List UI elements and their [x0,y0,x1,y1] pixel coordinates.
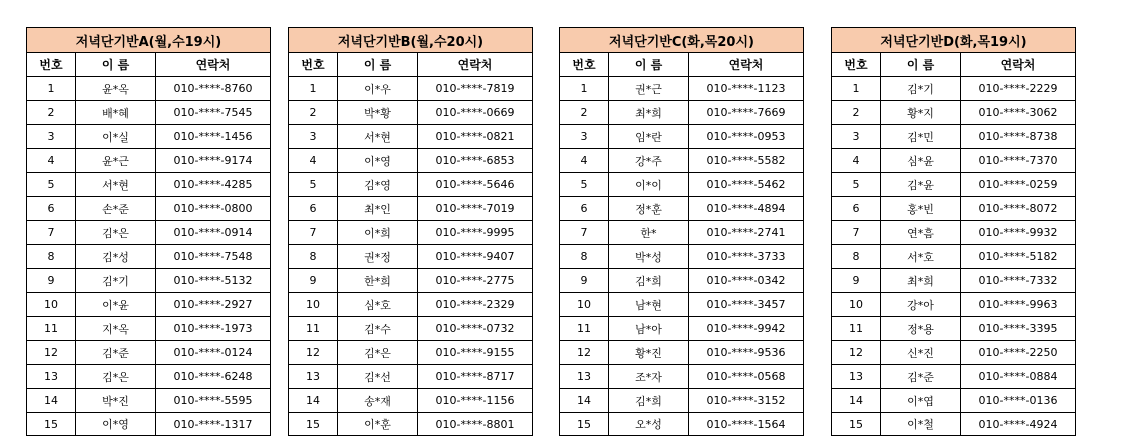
phone-number-cell[interactable]: 010-****-1156 [418,389,533,413]
student-name-cell[interactable]: 박*성 [609,245,689,269]
phone-number-cell[interactable]: 010-****-0124 [156,341,271,365]
table-row [832,269,1076,293]
student-name-cell[interactable]: 배*혜 [76,101,156,125]
column-header-number[interactable]: 번호 [832,53,881,77]
row-number-cell[interactable]: 8 [832,245,881,269]
table-row [560,173,804,197]
column-header-name[interactable]: 이 름 [338,53,418,77]
table-row [560,125,804,149]
student-name-cell[interactable]: 심*윤 [881,149,961,173]
row-number-cell[interactable]: 5 [832,173,881,197]
phone-number-cell[interactable]: 010-****-5182 [961,245,1076,269]
table-row [289,245,533,269]
phone-number-cell[interactable]: 010-****-0669 [418,101,533,125]
row-number-cell[interactable]: 2 [289,101,338,125]
row-number-cell[interactable]: 7 [27,221,76,245]
student-name-cell[interactable]: 윤*옥 [76,77,156,101]
row-number-cell[interactable]: 10 [289,293,338,317]
column-header-phone[interactable]: 연락처 [418,53,533,77]
phone-number-cell[interactable]: 010-****-4285 [156,173,271,197]
table-row [27,101,271,125]
student-name-cell[interactable]: 김*선 [338,365,418,389]
student-name-cell[interactable]: 이*실 [76,125,156,149]
table-row [27,245,271,269]
phone-number-cell[interactable]: 010-****-6853 [418,149,533,173]
row-number-cell[interactable]: 1 [832,77,881,101]
phone-number-cell[interactable]: 010-****-7370 [961,149,1076,173]
roster-table [831,27,1076,436]
student-name-cell[interactable]: 김*수 [338,317,418,341]
row-number-cell[interactable]: 3 [289,125,338,149]
table-row [27,317,271,341]
row-number-cell[interactable]: 9 [560,269,609,293]
table-row [560,293,804,317]
phone-number-cell[interactable]: 010-****-1317 [156,413,271,436]
student-name-cell[interactable]: 서*현 [76,173,156,197]
table-row [27,149,271,173]
phone-number-cell[interactable]: 010-****-8801 [418,413,533,436]
table-row [289,77,533,101]
student-name-cell[interactable]: 이*희 [338,221,418,245]
row-number-cell[interactable]: 6 [832,197,881,221]
student-name-cell[interactable]: 김*성 [76,245,156,269]
row-number-cell[interactable]: 2 [27,101,76,125]
phone-number-cell[interactable]: 010-****-8717 [418,365,533,389]
table-row [832,77,1076,101]
table-row [289,365,533,389]
table-row [289,269,533,293]
row-number-cell[interactable]: 15 [832,413,881,436]
phone-number-cell[interactable]: 010-****-0800 [156,197,271,221]
phone-number-cell[interactable]: 010-****-9995 [418,221,533,245]
row-number-cell[interactable]: 6 [27,197,76,221]
table-row [289,173,533,197]
student-name-cell[interactable]: 남*아 [609,317,689,341]
row-number-cell[interactable]: 14 [832,389,881,413]
table-row [27,221,271,245]
row-number-cell[interactable]: 9 [832,269,881,293]
table-row [832,173,1076,197]
row-number-cell[interactable]: 15 [289,413,338,436]
student-name-cell[interactable]: 김*기 [881,77,961,101]
phone-number-cell[interactable]: 010-****-7545 [156,101,271,125]
table-row [27,389,271,413]
phone-number-cell[interactable]: 010-****-0342 [689,269,804,293]
table-row [27,269,271,293]
row-number-cell[interactable]: 12 [27,341,76,365]
row-number-cell[interactable]: 9 [27,269,76,293]
table-row [27,413,271,436]
roster-table [559,27,804,436]
row-number-cell[interactable]: 7 [560,221,609,245]
student-name-cell[interactable]: 정*용 [881,317,961,341]
table-row [832,317,1076,341]
student-name-cell[interactable]: 김*희 [609,389,689,413]
table-row [289,221,533,245]
student-name-cell[interactable]: 임*란 [609,125,689,149]
table-row [560,317,804,341]
phone-number-cell[interactable]: 010-****-6248 [156,365,271,389]
row-number-cell[interactable]: 6 [289,197,338,221]
student-name-cell[interactable]: 이*엽 [881,389,961,413]
class-title[interactable]: 저녁단기반B(월,수20시) [289,28,533,53]
class-title[interactable]: 저녁단기반C(화,목20시) [560,28,804,53]
row-number-cell[interactable]: 2 [832,101,881,125]
phone-number-cell[interactable]: 010-****-1564 [689,413,804,436]
table-row [27,365,271,389]
row-number-cell[interactable]: 3 [560,125,609,149]
phone-number-cell[interactable]: 010-****-0953 [689,125,804,149]
student-name-cell[interactable]: 한*희 [338,269,418,293]
row-number-cell[interactable]: 1 [27,77,76,101]
phone-number-cell[interactable]: 010-****-0821 [418,125,533,149]
student-name-cell[interactable]: 윤*근 [76,149,156,173]
table-row [832,125,1076,149]
table-row [832,293,1076,317]
row-number-cell[interactable]: 6 [560,197,609,221]
student-name-cell[interactable]: 심*호 [338,293,418,317]
student-name-cell[interactable]: 박*진 [76,389,156,413]
student-name-cell[interactable]: 강*아 [881,293,961,317]
phone-number-cell[interactable]: 010-****-7548 [156,245,271,269]
row-number-cell[interactable]: 7 [832,221,881,245]
column-header-number[interactable]: 번호 [27,53,76,77]
phone-number-cell[interactable]: 010-****-3733 [689,245,804,269]
table-row [560,413,804,436]
table-row [289,317,533,341]
phone-number-cell[interactable]: 010-****-8738 [961,125,1076,149]
student-name-cell[interactable]: 오*성 [609,413,689,436]
student-name-cell[interactable]: 이*영 [338,149,418,173]
phone-number-cell[interactable]: 010-****-2229 [961,77,1076,101]
phone-number-cell[interactable]: 010-****-7819 [418,77,533,101]
column-header-name[interactable]: 이 름 [881,53,961,77]
roster-table [26,27,271,436]
column-header-number[interactable]: 번호 [289,53,338,77]
phone-number-cell[interactable]: 010-****-2741 [689,221,804,245]
phone-number-cell[interactable]: 010-****-8760 [156,77,271,101]
student-name-cell[interactable]: 최*인 [338,197,418,221]
phone-number-cell[interactable]: 010-****-9174 [156,149,271,173]
table-row [289,341,533,365]
row-number-cell[interactable]: 5 [27,173,76,197]
phone-number-cell[interactable]: 010-****-4894 [689,197,804,221]
row-number-cell[interactable]: 10 [27,293,76,317]
row-number-cell[interactable]: 15 [560,413,609,436]
phone-number-cell[interactable]: 010-****-2927 [156,293,271,317]
phone-number-cell[interactable]: 010-****-9963 [961,293,1076,317]
row-number-cell[interactable]: 14 [560,389,609,413]
student-name-cell[interactable]: 김*은 [76,221,156,245]
table-row [832,197,1076,221]
phone-number-cell[interactable]: 010-****-9932 [961,221,1076,245]
row-number-cell[interactable]: 11 [289,317,338,341]
table-row [27,341,271,365]
student-name-cell[interactable]: 김*은 [76,365,156,389]
phone-number-cell[interactable]: 010-****-3152 [689,389,804,413]
column-header-phone[interactable]: 연락처 [961,53,1076,77]
row-number-cell[interactable]: 13 [289,365,338,389]
student-name-cell[interactable]: 강*주 [609,149,689,173]
student-name-cell[interactable]: 김*준 [76,341,156,365]
student-name-cell[interactable]: 김*민 [881,125,961,149]
row-number-cell[interactable]: 11 [832,317,881,341]
table-row [560,221,804,245]
row-number-cell[interactable]: 14 [289,389,338,413]
student-name-cell[interactable]: 박*황 [338,101,418,125]
class-title[interactable]: 저녁단기반D(화,목19시) [832,28,1076,53]
table-row [832,245,1076,269]
student-name-cell[interactable]: 권*정 [338,245,418,269]
student-name-cell[interactable]: 김*영 [338,173,418,197]
student-name-cell[interactable]: 지*옥 [76,317,156,341]
row-number-cell[interactable]: 10 [560,293,609,317]
table-row [289,293,533,317]
table-row [289,101,533,125]
student-name-cell[interactable]: 신*진 [881,341,961,365]
row-number-cell[interactable]: 8 [289,245,338,269]
row-number-cell[interactable]: 4 [560,149,609,173]
column-header-number[interactable]: 번호 [560,53,609,77]
phone-number-cell[interactable]: 010-****-0732 [418,317,533,341]
row-number-cell[interactable]: 11 [560,317,609,341]
row-number-cell[interactable]: 12 [289,341,338,365]
student-name-cell[interactable]: 이*윤 [76,293,156,317]
student-name-cell[interactable]: 김*윤 [881,173,961,197]
table-row [560,389,804,413]
phone-number-cell[interactable]: 010-****-7019 [418,197,533,221]
student-name-cell[interactable]: 이*철 [881,413,961,436]
student-name-cell[interactable]: 홍*빈 [881,197,961,221]
table-row [560,245,804,269]
table-row [832,149,1076,173]
row-number-cell[interactable]: 13 [27,365,76,389]
table-row [560,197,804,221]
table-row [289,413,533,436]
student-name-cell[interactable]: 이*이 [609,173,689,197]
column-header-name[interactable]: 이 름 [76,53,156,77]
column-header-name[interactable]: 이 름 [609,53,689,77]
roster-table [288,27,533,436]
phone-number-cell[interactable]: 010-****-5646 [418,173,533,197]
table-row [832,101,1076,125]
student-name-cell[interactable]: 권*근 [609,77,689,101]
phone-number-cell[interactable]: 010-****-2775 [418,269,533,293]
table-row [832,389,1076,413]
row-number-cell[interactable]: 15 [27,413,76,436]
phone-number-cell[interactable]: 010-****-3395 [961,317,1076,341]
phone-number-cell[interactable]: 010-****-0259 [961,173,1076,197]
table-row [289,389,533,413]
row-number-cell[interactable]: 4 [832,149,881,173]
class-title[interactable]: 저녁단기반A(월,수19시) [27,28,271,53]
table-row [832,341,1076,365]
table-row [27,197,271,221]
table-row [560,341,804,365]
column-header-phone[interactable]: 연락처 [156,53,271,77]
student-name-cell[interactable]: 이*훈 [338,413,418,436]
row-number-cell[interactable]: 3 [27,125,76,149]
row-number-cell[interactable]: 10 [832,293,881,317]
phone-number-cell[interactable]: 010-****-4924 [961,413,1076,436]
row-number-cell[interactable]: 14 [27,389,76,413]
phone-number-cell[interactable]: 010-****-5582 [689,149,804,173]
row-number-cell[interactable]: 12 [832,341,881,365]
phone-number-cell[interactable]: 010-****-2329 [418,293,533,317]
column-header-phone[interactable]: 연락처 [689,53,804,77]
row-number-cell[interactable]: 11 [27,317,76,341]
table-row [27,125,271,149]
row-number-cell[interactable]: 9 [289,269,338,293]
table-row [832,413,1076,436]
student-name-cell[interactable]: 김*기 [76,269,156,293]
table-row [832,221,1076,245]
row-number-cell[interactable]: 8 [27,245,76,269]
row-number-cell[interactable]: 5 [289,173,338,197]
phone-number-cell[interactable]: 010-****-3062 [961,101,1076,125]
row-number-cell[interactable]: 1 [560,77,609,101]
student-name-cell[interactable]: 손*준 [76,197,156,221]
phone-number-cell[interactable]: 010-****-9407 [418,245,533,269]
row-number-cell[interactable]: 5 [560,173,609,197]
phone-number-cell[interactable]: 010-****-1973 [156,317,271,341]
row-number-cell[interactable]: 4 [27,149,76,173]
phone-number-cell[interactable]: 010-****-0136 [961,389,1076,413]
table-row [27,173,271,197]
phone-number-cell[interactable]: 010-****-5595 [156,389,271,413]
student-name-cell[interactable]: 조*자 [609,365,689,389]
table-row [289,125,533,149]
student-name-cell[interactable]: 황*지 [881,101,961,125]
phone-number-cell[interactable]: 010-****-0914 [156,221,271,245]
row-number-cell[interactable]: 13 [832,365,881,389]
phone-number-cell[interactable]: 010-****-0884 [961,365,1076,389]
phone-number-cell[interactable]: 010-****-7332 [961,269,1076,293]
phone-number-cell[interactable]: 010-****-1123 [689,77,804,101]
student-name-cell[interactable]: 이*영 [76,413,156,436]
phone-number-cell[interactable]: 010-****-9155 [418,341,533,365]
student-name-cell[interactable]: 최*희 [609,101,689,125]
phone-number-cell[interactable]: 010-****-2250 [961,341,1076,365]
table-row [560,101,804,125]
phone-number-cell[interactable]: 010-****-1456 [156,125,271,149]
student-name-cell[interactable]: 서*호 [881,245,961,269]
student-name-cell[interactable]: 이*우 [338,77,418,101]
table-row [560,365,804,389]
phone-number-cell[interactable]: 010-****-7669 [689,101,804,125]
table-row [27,77,271,101]
student-name-cell[interactable]: 서*현 [338,125,418,149]
row-number-cell[interactable]: 2 [560,101,609,125]
row-number-cell[interactable]: 7 [289,221,338,245]
phone-number-cell[interactable]: 010-****-9942 [689,317,804,341]
student-name-cell[interactable]: 최*희 [881,269,961,293]
student-name-cell[interactable]: 남*현 [609,293,689,317]
table-row [289,197,533,221]
table-row [560,149,804,173]
phone-number-cell[interactable]: 010-****-8072 [961,197,1076,221]
student-name-cell[interactable]: 황*진 [609,341,689,365]
phone-number-cell[interactable]: 010-****-3457 [689,293,804,317]
phone-number-cell[interactable]: 010-****-5132 [156,269,271,293]
table-row [560,269,804,293]
row-number-cell[interactable]: 13 [560,365,609,389]
phone-number-cell[interactable]: 010-****-5462 [689,173,804,197]
row-number-cell[interactable]: 12 [560,341,609,365]
student-name-cell[interactable]: 김*희 [609,269,689,293]
student-name-cell[interactable]: 김*준 [881,365,961,389]
row-number-cell[interactable]: 1 [289,77,338,101]
student-name-cell[interactable]: 김*은 [338,341,418,365]
student-name-cell[interactable]: 한* [609,221,689,245]
student-name-cell[interactable]: 연*흠 [881,221,961,245]
student-name-cell[interactable]: 송*재 [338,389,418,413]
row-number-cell[interactable]: 8 [560,245,609,269]
table-row [289,149,533,173]
table-row [832,365,1076,389]
phone-number-cell[interactable]: 010-****-9536 [689,341,804,365]
row-number-cell[interactable]: 4 [289,149,338,173]
student-name-cell[interactable]: 정*훈 [609,197,689,221]
row-number-cell[interactable]: 3 [832,125,881,149]
table-row [27,293,271,317]
phone-number-cell[interactable]: 010-****-0568 [689,365,804,389]
table-row [560,77,804,101]
